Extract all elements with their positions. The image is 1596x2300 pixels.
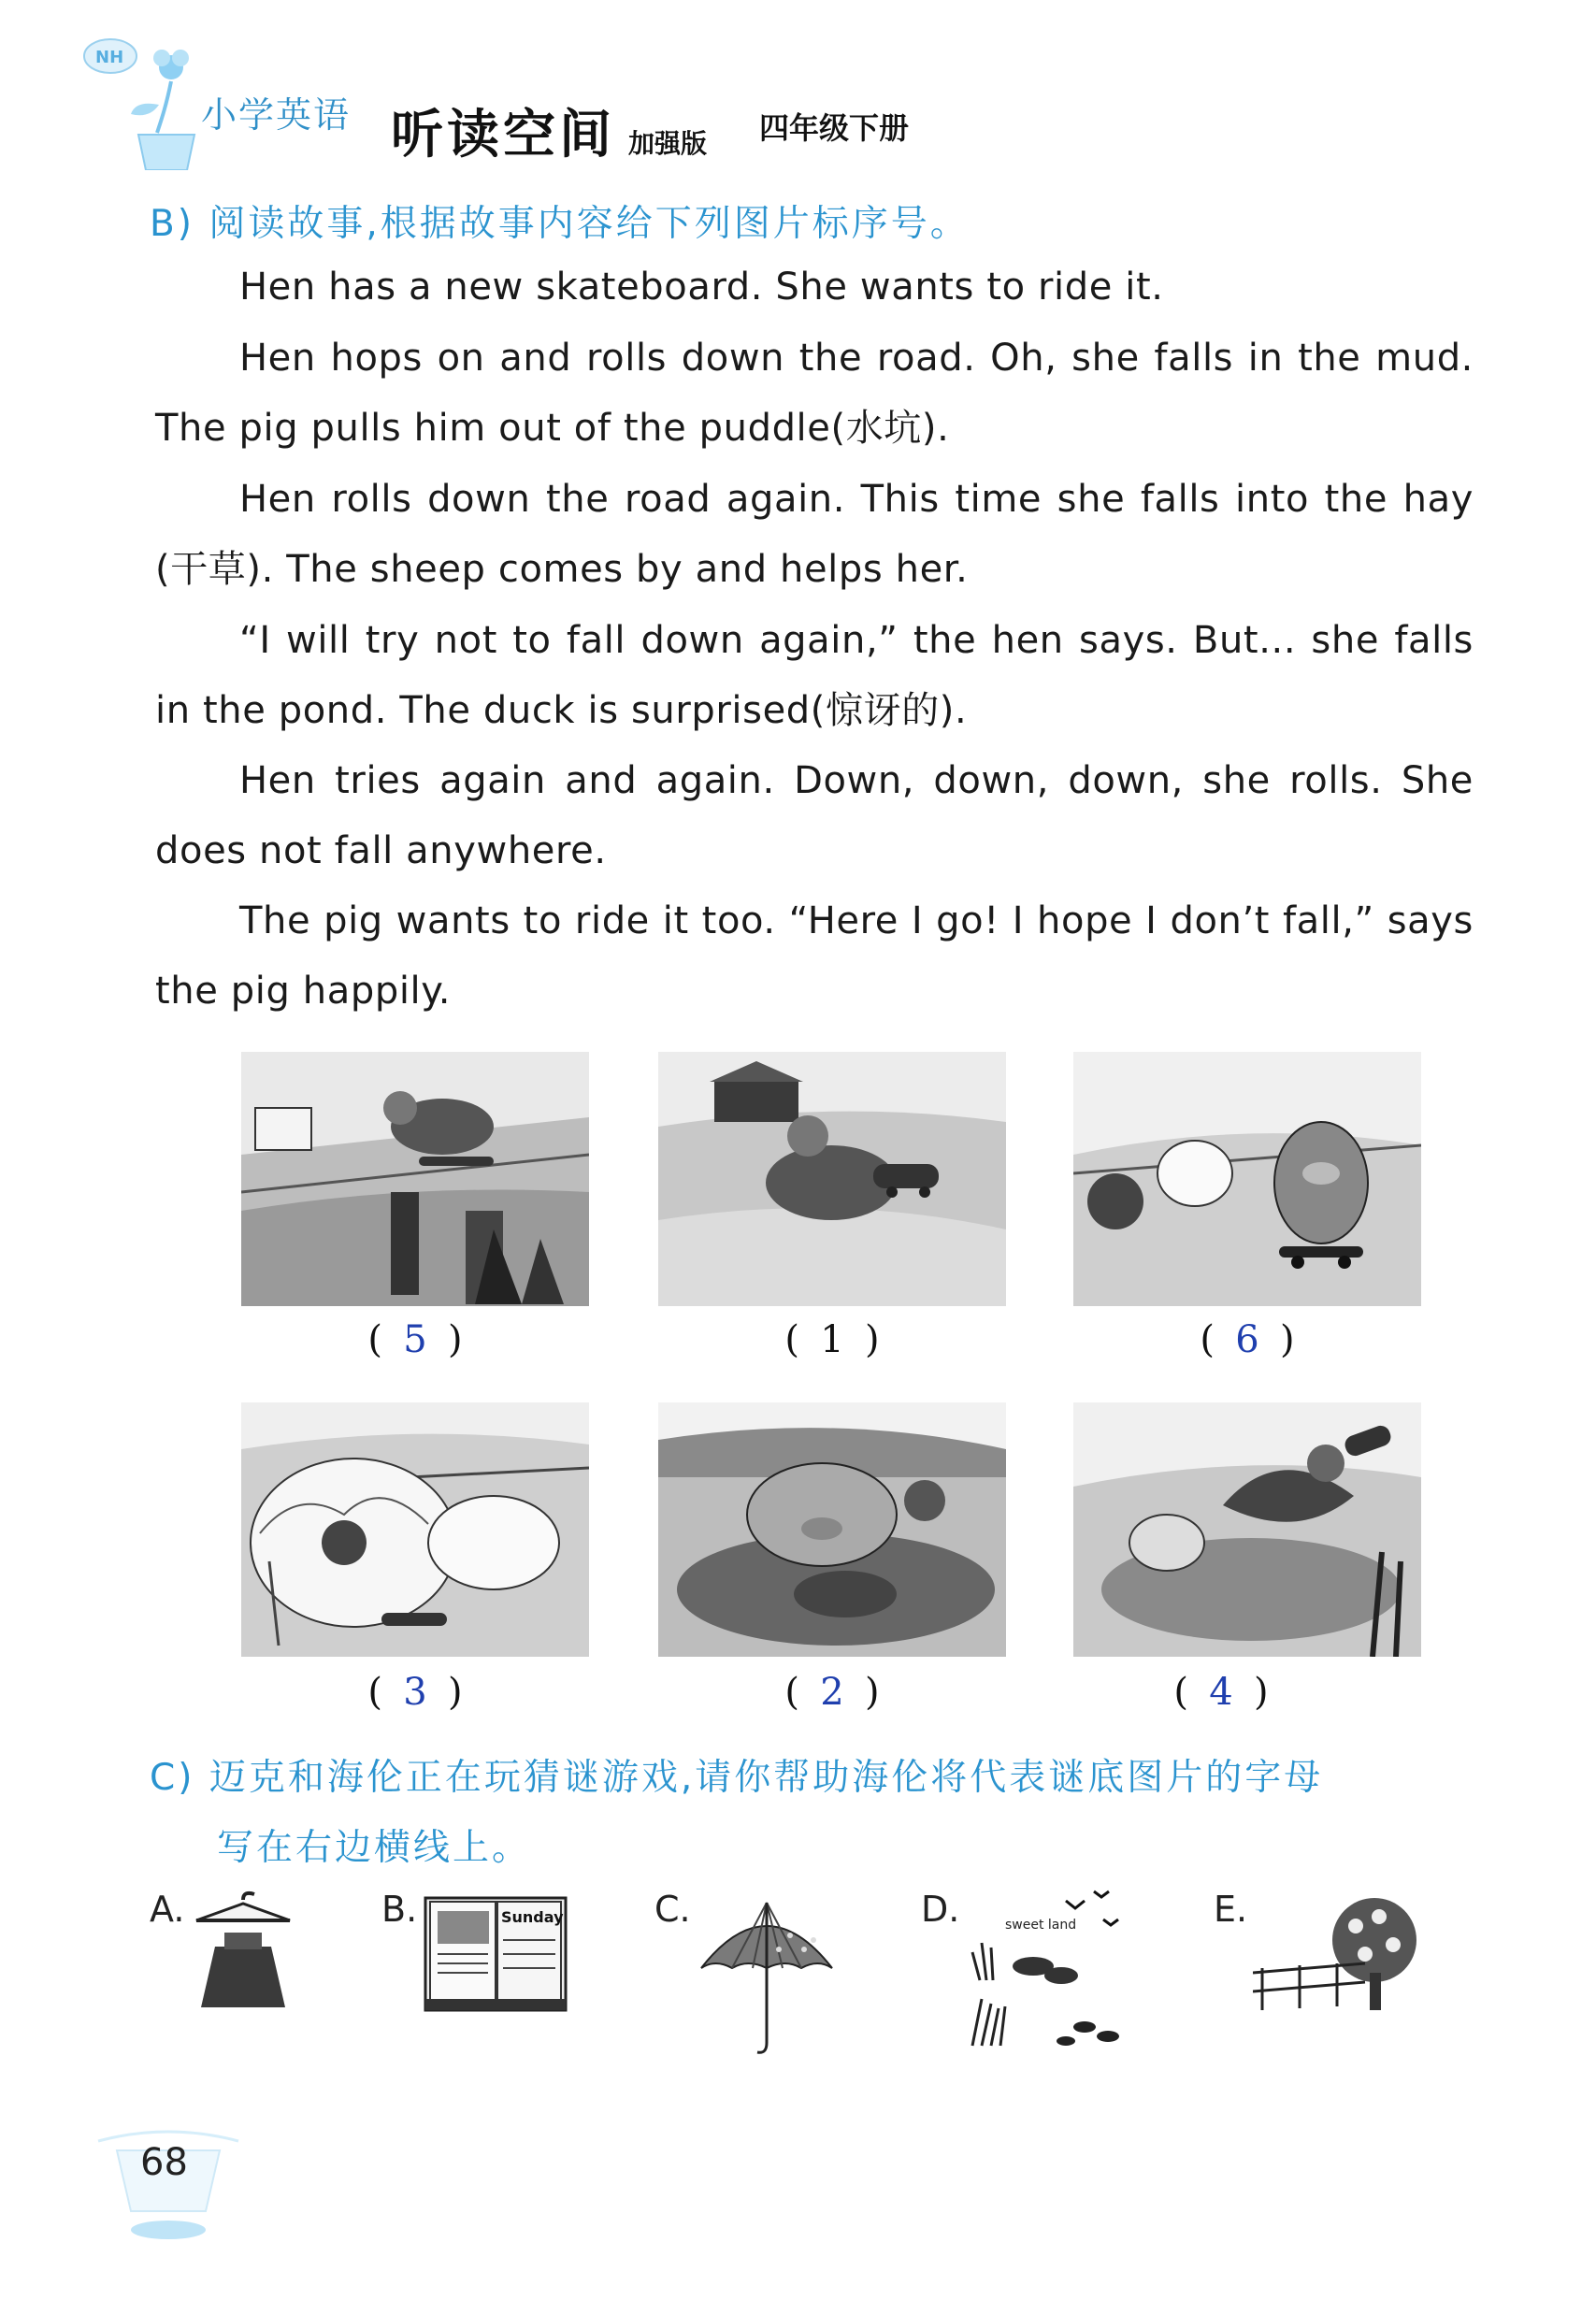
- paren-close: ): [1254, 1671, 1269, 1714]
- paren-open: (: [367, 1318, 382, 1361]
- answer-slot-2[interactable]: [658, 1318, 1006, 1361]
- story-paragraph-6: The pig wants to ride it too. “Here I go! I hope I don’t fall,” says the pig happily.: [155, 899, 1474, 1013]
- section-c-heading-line2: 写在右边横线上。: [217, 1827, 532, 1869]
- pig-rides-skateboard-picture: [1073, 1052, 1421, 1306]
- paren-close: ): [448, 1671, 463, 1714]
- paren-open: (: [1200, 1318, 1215, 1361]
- hanger-icon: [187, 1890, 299, 2016]
- section-b-heading: B) 阅读故事,根据故事内容给下列图片标序号。: [150, 203, 970, 245]
- paren-close: ): [865, 1318, 880, 1361]
- answer-value-3: 6: [1235, 1318, 1259, 1361]
- grade-label: 四年级下册: [759, 110, 910, 146]
- story-paragraph-3: Hen rolls down the road again. This time she falls into the hay (干草). The sheep comes by and helps her.: [155, 478, 1474, 591]
- page-number: 68: [140, 2141, 188, 2184]
- story-paragraph-5: Hen tries again and again. Down, down, down, she rolls. She does not fall anywhere.: [155, 759, 1474, 872]
- answer-slot-4[interactable]: [241, 1671, 589, 1714]
- paren-open: (: [1173, 1671, 1188, 1714]
- option-b-label: B.: [381, 1889, 418, 1930]
- sign-text: sweet land: [1005, 1918, 1077, 1933]
- paren-close: ): [448, 1318, 463, 1361]
- answer-value-5: 2: [820, 1671, 844, 1714]
- hen-in-hay-sheep-picture: [241, 1402, 589, 1657]
- garden-tree-icon: [1253, 1889, 1416, 2019]
- hen-skateboard-field-picture: [241, 1052, 589, 1306]
- option-a-label: A.: [150, 1889, 185, 1930]
- paren-open: (: [367, 1671, 382, 1714]
- newspaper-icon: [421, 1889, 570, 2019]
- answer-slot-6[interactable]: [1047, 1671, 1395, 1714]
- paren-open: (: [784, 1318, 799, 1361]
- series-title: 小学英语: [201, 94, 352, 136]
- answer-slot-5[interactable]: [658, 1671, 1006, 1714]
- hen-in-mud-pig-picture: [658, 1402, 1006, 1657]
- story-paragraph-1: Hen has a new skateboard. She wants to ride it.: [239, 266, 1164, 309]
- hen-hops-on-skateboard-picture: [658, 1052, 1006, 1306]
- answer-slot-1[interactable]: [241, 1318, 589, 1361]
- section-c-heading-line1: C) 迈克和海伦正在玩猜谜游戏,请你帮助海伦将代表谜底图片的字母: [150, 1757, 1324, 1799]
- story-paragraph-4: “I will try not to fall down again,” the hen says. But... she falls in the pond. The duck is surprised(惊讶的).: [155, 619, 1474, 732]
- option-e-label: E.: [1214, 1889, 1248, 1930]
- svg-text:NH: NH: [95, 48, 124, 67]
- paren-close: ): [1280, 1318, 1295, 1361]
- newspaper-title: Sunday: [501, 1908, 564, 1926]
- hen-falls-in-pond-duck-picture: [1073, 1402, 1421, 1657]
- option-c-label: C.: [654, 1889, 691, 1930]
- umbrella-icon: [697, 1898, 837, 2061]
- answer-value-6: 4: [1209, 1671, 1233, 1714]
- answer-value-1: 5: [403, 1318, 427, 1361]
- option-d-label: D.: [921, 1889, 960, 1930]
- answer-value-4: 3: [403, 1671, 427, 1714]
- logo: [73, 30, 213, 170]
- paren-open: (: [784, 1671, 799, 1714]
- paren-close: ): [865, 1671, 880, 1714]
- pond-ducks-icon: [963, 1887, 1127, 2054]
- brand-subtitle: 加强版: [628, 128, 708, 159]
- story-paragraph-2: Hen hops on and rolls down the road. Oh, she falls in the mud. The pig pulls him out of the puddle(水坑).: [155, 337, 1474, 450]
- answer-value-2: 1: [820, 1318, 844, 1361]
- brand-title: 听读空间: [391, 105, 615, 165]
- answer-slot-3[interactable]: [1073, 1318, 1421, 1361]
